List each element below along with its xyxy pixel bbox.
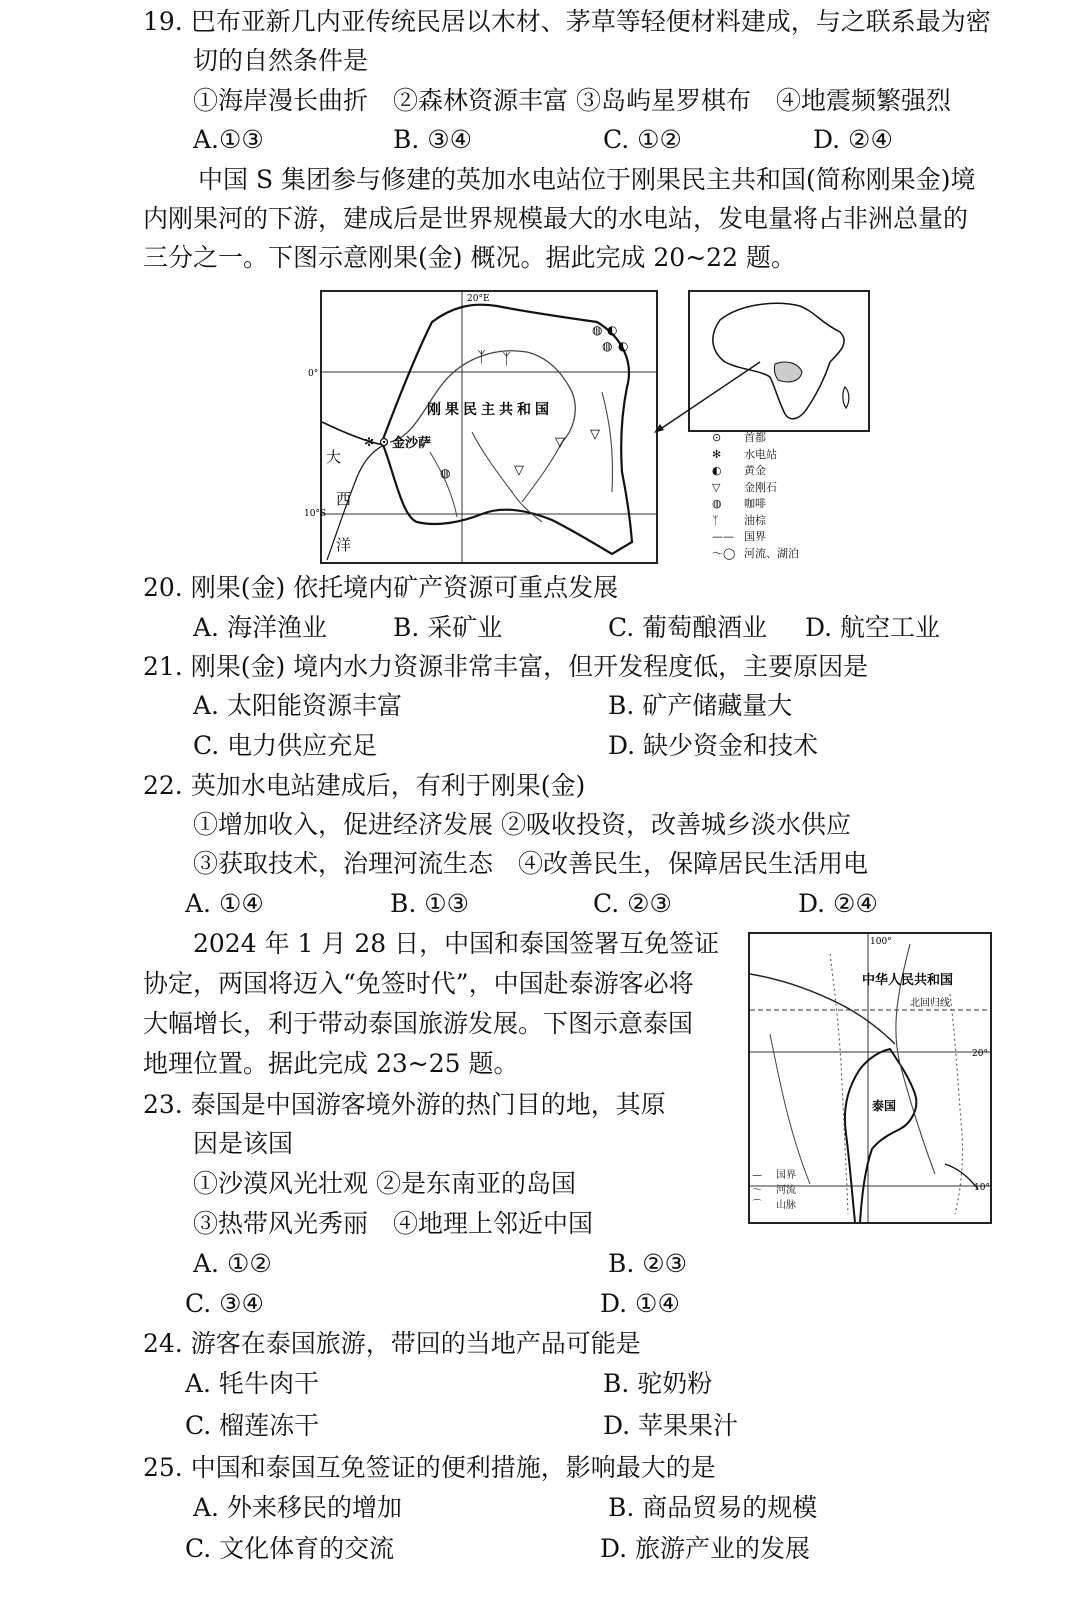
coffee-icon: ◍ xyxy=(440,466,451,480)
q22-items-1: ①增加收入，促进经济发展 ②吸收投资，改善城乡淡水供应 xyxy=(193,810,851,839)
legend-item-oil-palm xyxy=(712,513,822,530)
ocean-char-3: 洋 xyxy=(336,536,352,554)
q25-stem: 25. 中国和泰国互免签证的便利措施，影响最大的是 xyxy=(143,1453,716,1482)
border-line-icon: — xyxy=(752,1170,762,1181)
legend-item-coffee xyxy=(712,496,822,513)
oil-palm-icon: ᛉ xyxy=(477,348,487,366)
legend-item-diamond xyxy=(712,480,822,497)
q19-stem-line1: 19. 巴布亚新几内亚传统民居以木材、茅草等轻便材料建成，与之联系最为密 xyxy=(143,7,991,36)
border-line-icon: —— xyxy=(712,530,734,543)
q25-option-c[interactable]: C. 文化体育的交流 xyxy=(185,1534,395,1563)
q21-stem: 21. 刚果(金) 境内水力资源非常丰富，但开发程度低，主要原因是 xyxy=(143,652,869,681)
east-lake xyxy=(602,392,613,492)
thai-lat10-label: 10° xyxy=(974,1183,990,1193)
legend-label: 国界 xyxy=(744,530,766,543)
kasai-river xyxy=(472,432,542,522)
thai-tropic-label: 北回归线 xyxy=(910,998,950,1009)
q21-option-a[interactable]: A. 太阳能资源丰富 xyxy=(193,691,402,720)
diamond-icon: ▽ xyxy=(555,435,565,450)
thai-intro-line4: 地理位置。据此完成 23~25 题。 xyxy=(143,1049,519,1078)
madagascar-outline xyxy=(843,387,849,408)
western-river xyxy=(770,1034,810,1184)
legend-item-gold xyxy=(712,463,822,480)
ocean-char-2: 西 xyxy=(336,490,352,508)
q25-option-a[interactable]: A. 外来移民的增加 xyxy=(193,1493,402,1522)
mountain-icon: ⌒ xyxy=(752,1200,762,1211)
capital-icon: ⊙ xyxy=(712,431,722,444)
coffee-icon: ◍ xyxy=(592,323,603,337)
q22-option-c[interactable]: C. ②③ xyxy=(593,889,672,918)
q23-option-b[interactable]: B. ②③ xyxy=(608,1249,688,1278)
congo-intro-line3: 三分之一。下图示意刚果(金) 概况。据此完成 20~22 题。 xyxy=(143,243,796,272)
q23-option-a[interactable]: A. ①② xyxy=(193,1249,272,1278)
legend-item-hydropower xyxy=(712,447,822,464)
q19-items: ①海岸漫长曲折 ②森林资源丰富 ③岛屿星罗棋布 ④地震频繁强烈 xyxy=(193,86,951,115)
q23-items-2: ③热带风光秀丽 ④地理上邻近中国 xyxy=(193,1209,594,1238)
diamond-icon: ▽ xyxy=(514,463,524,478)
thai-legend-item-border xyxy=(752,1168,814,1183)
thai-intro-line3: 大幅增长，利于带动泰国旅游发展。下图示意泰国 xyxy=(143,1009,694,1038)
mountain-range-west xyxy=(830,954,848,1214)
q23-option-d[interactable]: D. ①④ xyxy=(600,1289,680,1318)
q19-option-b[interactable]: B. ③④ xyxy=(393,125,473,154)
thai-intro-line1: 2024 年 1 月 28 日，中国和泰国签署互免签证 xyxy=(193,929,720,958)
legend-label: 咖啡 xyxy=(744,497,766,510)
gold-icon: ◐ xyxy=(712,464,722,477)
map-lat10-label: 10°S xyxy=(304,509,327,519)
lualaba-river xyxy=(522,442,562,502)
q24-option-c[interactable]: C. 榴莲冻干 xyxy=(185,1411,320,1440)
congo-map xyxy=(304,290,658,564)
q22-option-b[interactable]: B. ①③ xyxy=(390,889,470,918)
q19-stem-line2: 切的自然条件是 xyxy=(193,46,369,75)
q20-option-c[interactable]: C. 葡萄酿酒业 xyxy=(608,613,768,642)
congo-highlight xyxy=(774,362,802,382)
q23-items-1: ①沙漠风光壮观 ②是东南亚的岛国 xyxy=(193,1169,576,1198)
oil-palm-icon: ᛉ xyxy=(502,350,512,368)
river-icon: 〜 xyxy=(752,1185,762,1196)
river-lake-icon: 〜◯ xyxy=(712,546,736,560)
legend-item-river-lake xyxy=(712,546,822,563)
q23-stem-line2: 因是该国 xyxy=(193,1129,294,1158)
coastline xyxy=(322,422,384,445)
thai-legend-label: 河流 xyxy=(776,1185,796,1196)
q20-option-b[interactable]: B. 采矿业 xyxy=(393,613,503,642)
q19-option-a[interactable]: A.①③ xyxy=(193,125,264,154)
q23-stem-line1: 23. 泰国是中国游客境外游的热门目的地，其原 xyxy=(143,1090,666,1119)
q24-option-b[interactable]: B. 驼奶粉 xyxy=(603,1369,713,1398)
coffee-icon: ◍ xyxy=(602,339,613,353)
q19-option-d[interactable]: D. ②④ xyxy=(813,125,893,154)
legend-label: 金刚石 xyxy=(744,480,777,494)
map-lon-label: 20°E xyxy=(467,294,490,304)
thailand-legend xyxy=(752,1168,814,1213)
thai-legend-label: 国界 xyxy=(776,1170,796,1181)
capital-icon-dot xyxy=(383,441,385,443)
q23-option-c[interactable]: C. ③④ xyxy=(185,1289,264,1318)
q24-option-d[interactable]: D. 苹果果汁 xyxy=(603,1411,739,1440)
thai-lon-label: 100° xyxy=(870,937,892,947)
q20-stem: 20. 刚果(金) 依托境内矿产资源可重点发展 xyxy=(143,573,619,602)
thai-intro-line2: 协定，两国将迈入“免签时代”，中国赴泰游客必将 xyxy=(143,969,694,998)
q22-option-a[interactable]: A. ①④ xyxy=(185,889,264,918)
thailand-border xyxy=(845,1049,916,1222)
q21-option-c[interactable]: C. 电力供应充足 xyxy=(193,731,378,760)
q20-option-d[interactable]: D. 航空工业 xyxy=(805,613,941,642)
hydropower-icon: ✻ xyxy=(363,435,374,449)
legend-item-capital xyxy=(712,430,822,447)
congo-map-drawing xyxy=(304,292,656,562)
q20-option-a[interactable]: A. 海洋渔业 xyxy=(193,613,327,642)
legend-label: 油棕 xyxy=(744,513,766,527)
q22-items-2: ③获取技术，治理河流生态 ④改善民生，保障居民生活用电 xyxy=(193,849,869,878)
legend-label: 水电站 xyxy=(744,447,777,461)
q19-option-c[interactable]: C. ①② xyxy=(603,125,682,154)
map-lat0-label: 0° xyxy=(308,369,319,379)
congo-intro-line2: 内刚果河的下游，建成后是世界规模最大的水电站，发电量将占非洲总量的 xyxy=(143,204,969,233)
diamond-icon: ▽ xyxy=(712,480,721,494)
thai-legend-label: 山脉 xyxy=(776,1200,796,1211)
map-capital-label: 金沙萨 xyxy=(392,436,432,451)
q22-option-d[interactable]: D. ②④ xyxy=(798,889,878,918)
thai-legend-item-mountain xyxy=(752,1198,814,1213)
tributary xyxy=(430,452,457,517)
mountain-range-east xyxy=(950,994,963,1214)
coffee-icon: ◍ xyxy=(712,497,722,510)
q21-option-d[interactable]: D. 缺少资金和技术 xyxy=(608,731,819,760)
q22-stem: 22. 英加水电站建成后，有利于刚果(金) xyxy=(143,771,586,800)
diamond-icon: ▽ xyxy=(590,427,600,442)
thai-thailand-label: 泰国 xyxy=(872,1099,897,1113)
thai-china-label: 中华人民共和国 xyxy=(862,973,954,988)
q25-option-d[interactable]: D. 旅游产业的发展 xyxy=(600,1534,811,1563)
legend-item-border xyxy=(712,529,822,546)
q24-option-a[interactable]: A. 牦牛肉干 xyxy=(185,1369,319,1398)
oil-palm-icon: ᛉ xyxy=(712,513,719,527)
hydropower-icon: ✻ xyxy=(712,447,722,461)
q25-option-b[interactable]: B. 商品贸易的规模 xyxy=(608,1493,818,1522)
q21-option-b[interactable]: B. 矿产储藏量大 xyxy=(608,691,793,720)
ocean-char-1: 大 xyxy=(326,448,342,466)
inset-pointer-line xyxy=(652,360,762,435)
gold-icon: ◐ xyxy=(607,323,618,337)
legend-label: 黄金 xyxy=(744,464,766,477)
congo-intro-line1: 中国 S 集团参与修建的英加水电站位于刚果民主共和国(简称刚果金)境 xyxy=(198,165,976,194)
thai-legend-item-river xyxy=(752,1183,814,1198)
congo-legend xyxy=(712,430,822,562)
gold-icon: ◐ xyxy=(618,339,629,353)
thai-lat20-label: 20° xyxy=(972,1049,988,1059)
legend-label: 河流、湖泊 xyxy=(744,546,799,560)
map-country-label: 刚果民主共和国 xyxy=(427,402,553,418)
q24-stem: 24. 游客在泰国旅游，带回的当地产品可能是 xyxy=(143,1329,641,1358)
legend-label: 首都 xyxy=(744,431,766,444)
